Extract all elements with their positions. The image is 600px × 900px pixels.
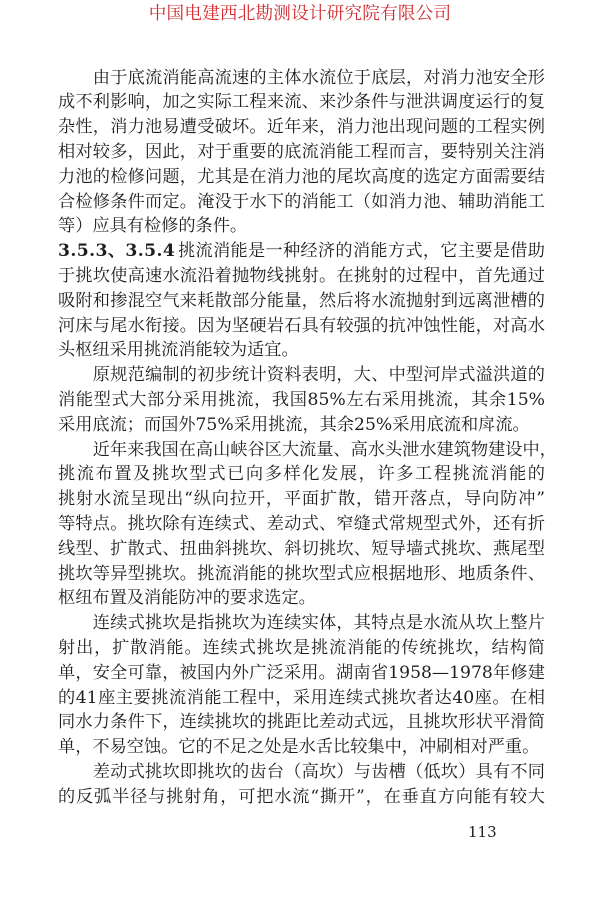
text-line: 相对较多，因此，对于重要的底流消能工程而言，要特别关注消	[58, 141, 545, 162]
paragraph	[58, 363, 545, 437]
text-line: 挑坎等异型挑坎。挑流消能的挑坎型式应根据地形、地质条件、	[58, 563, 545, 584]
paragraph	[58, 760, 545, 810]
text-line: 单，不易空蚀。它的不足之处是水舌比较集中，冲刷相对严重。	[58, 737, 540, 758]
text-line: 挑射水流呈现出“纵向拉开，平面扩散，错开落点，导向防冲”	[58, 489, 545, 510]
text-line: 头枢纽采用挑流消能较为适宜。	[58, 340, 299, 361]
paragraph	[58, 239, 545, 363]
text-line: 连续式挑坎是指挑坎为连续实体，其特点是水流从坎上整片	[92, 613, 545, 634]
paragraph	[58, 66, 545, 240]
text-line: 吸附和掺混空气来耗散部分能量，然后将水流抛射到远离泄槽的	[58, 290, 545, 311]
page-body	[58, 66, 557, 810]
text-line-content: 挑流消能是一种经济的消能方式，它主要是借助	[178, 241, 545, 262]
text-line: 杂性，消力池易遭受破坏。近年来，消力池出现问题的工程实例	[58, 117, 545, 138]
page-number: 113	[468, 823, 497, 841]
text-line: 线型、扩散式、扭曲斜挑坎、斜切挑坎、短导墙式挑坎、燕尾型	[58, 538, 545, 559]
text-line: 同水力条件下，连续挑坎的挑距比差动式远，且挑坎形状平滑简	[58, 712, 545, 733]
text-line: 合检修条件而定。淹没于水下的消能工（如消力池、辅助消能工	[58, 191, 545, 212]
text-line: 的反弧半径与挑射角，可把水流“撕开”，在垂直方向能有较大	[58, 786, 545, 807]
text-line: 等特点。挑坎除有连续式、差动式、窄缝式常规型式外，还有折	[58, 513, 545, 534]
text-line: 消能型式大部分采用挑流，我国85%左右采用挑流，其余15%	[58, 389, 545, 410]
text-line: 单，安全可靠，被国内外广泛采用。湖南省1958—1978年修建	[58, 662, 545, 683]
text-line: 枢纽布置及消能防冲的要求选定。	[58, 588, 316, 609]
paragraph	[58, 438, 557, 612]
text-line: 差动式挑坎即挑坎的齿台（高坎）与齿槽（低坎）具有不同	[92, 761, 545, 782]
text-line: 力池的检修问题，尤其是在消力池的尾坎高度的选定方面需要结	[58, 166, 545, 187]
text-line: 的41座主要挑流消能工程中，采用连续式挑坎者达40座。在相	[58, 687, 545, 708]
text-line: 由于底流消能高流速的主体水流位于底层，对消力池安全形	[92, 67, 545, 88]
page-header: 中国电建西北勘测设计研究院有限公司	[148, 4, 452, 24]
text-line: 河床与尾水衔接。因为坚硬岩石具有较强的抗冲蚀性能，对高水	[58, 315, 545, 336]
paragraph	[58, 611, 545, 760]
text-line: 等）应具有检修的条件。	[58, 216, 248, 237]
text-line: 射出，扩散消能。连续式挑坎是挑流消能的传统挑坎，结构简	[58, 637, 545, 658]
text-line	[58, 239, 545, 264]
text-line: 原规范编制的初步统计资料表明，大、中型河岸式溢洪道的	[92, 365, 545, 386]
text-line: 采用底流；而国外75%采用挑流，其余25%采用底流和戽流。	[58, 414, 530, 435]
text-line: 近年来我国在高山峡谷区大流量、高水头泄水建筑物建设中，	[92, 439, 557, 460]
section-number: 3.5.3、3.5.4	[58, 241, 176, 262]
text-line: 成不利影响，加之实际工程来流、来沙条件与泄洪调度运行的复	[58, 92, 545, 113]
text-line: 挑流布置及挑坎型式已向多样化发展，许多工程挑流消能的	[58, 464, 545, 485]
text-line: 于挑坎使高速水流沿着抛物线挑射。在挑射的过程中，首先通过	[58, 265, 545, 286]
